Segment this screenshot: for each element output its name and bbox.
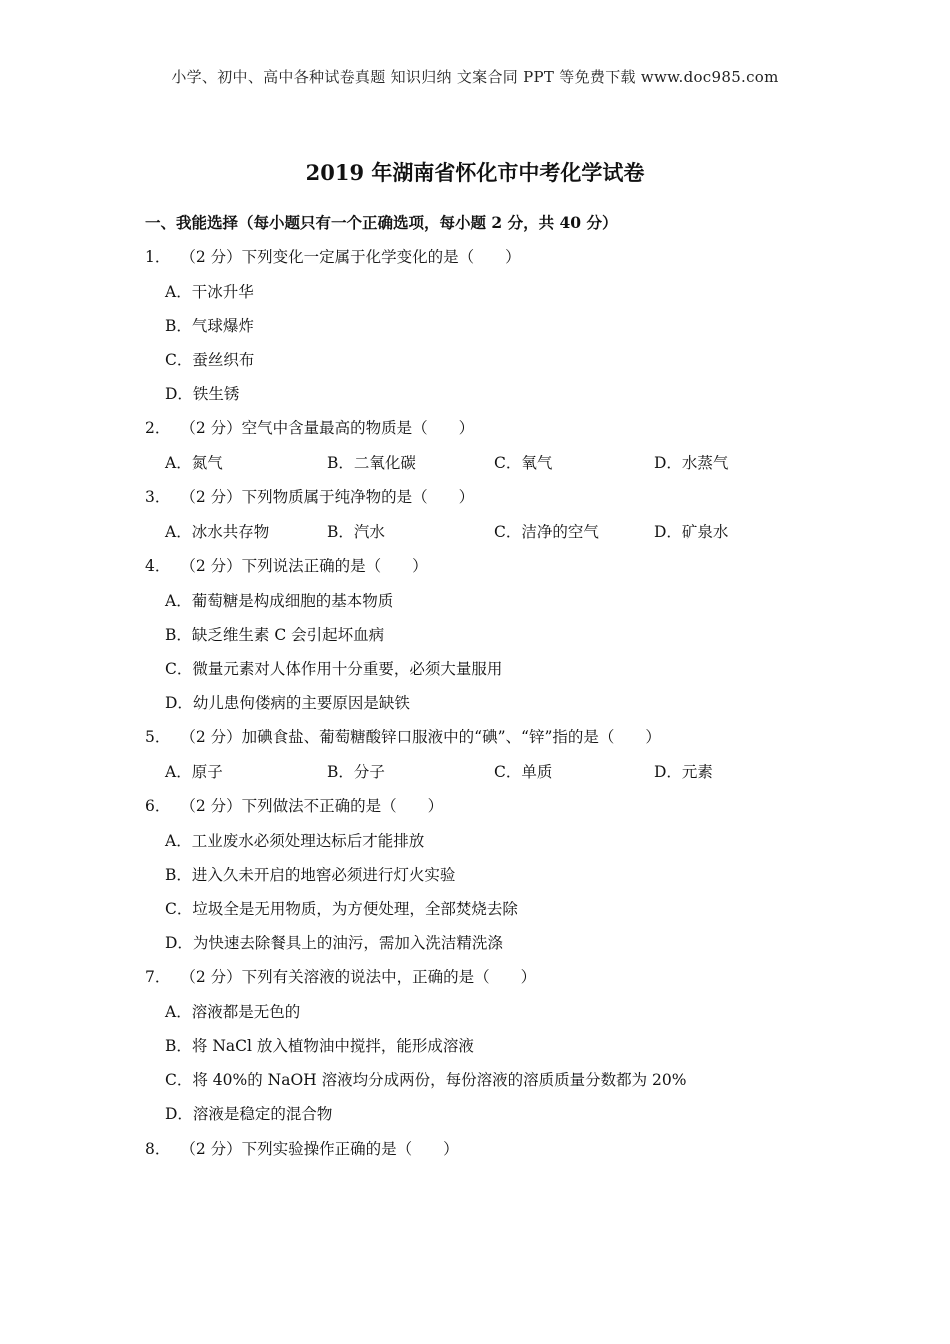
question-stem: 下列物质属于纯净物的是（ ） [241,488,475,506]
option-7d: D．溶液是稳定的混合物 [165,1105,333,1123]
option-6c: C．垃圾全是无用物质，为方便处理，全部焚烧去除 [165,900,518,918]
option-6a: A．工业废水必须处理达标后才能排放 [165,832,425,850]
question-5 [145,725,661,747]
question-2 [145,416,474,438]
option-5c: C．单质 [494,763,553,781]
option-3c: C．洁净的空气 [494,523,599,541]
question-points: （2 分） [180,797,242,815]
option-7a: A．溶液都是无色的 [165,1003,301,1021]
option-3d: D．矿泉水 [654,523,729,541]
option-5a: A．原子 [165,763,223,781]
option-1d: D．铁生锈 [165,385,240,403]
question-number: 1． [145,248,171,266]
option-7b: B．将 NaCl 放入植物油中搅拌，能形成溶液 [165,1037,474,1055]
question-7 [145,965,536,987]
question-stem: 加碘食盐、葡萄糖酸锌口服液中的“碘”、“锌”指的是（ ） [241,728,661,746]
question-stem: 下列做法不正确的是（ ） [241,797,444,815]
question-number: 8． [145,1140,171,1158]
question-number: 5． [145,728,171,746]
question-number: 3． [145,488,171,506]
question-points: （2 分） [180,488,242,506]
exam-title: 2019 年湖南省怀化市中考化学试卷 [305,160,645,185]
question-stem: 下列变化一定属于化学变化的是（ ） [241,248,521,266]
option-2c: C．氧气 [494,454,553,472]
question-number: 6． [145,797,171,815]
question-number: 2． [145,419,171,437]
question-stem: 下列实验操作正确的是（ ） [241,1140,459,1158]
option-4b: B．缺乏维生素 C 会引起坏血病 [165,626,385,644]
question-stem: 下列说法正确的是（ ） [241,557,428,575]
option-1c: C．蚕丝织布 [165,351,255,369]
option-5d: D．元素 [654,763,713,781]
question-4 [145,554,428,576]
option-2d: D．水蒸气 [654,454,729,472]
section-heading: 一、我能选择（每小题只有一个正确选项，每小题 2 分，共 40 分） [145,213,618,232]
option-5b: B．分子 [327,763,385,781]
option-2a: A．氮气 [165,454,223,472]
option-4a: A．葡萄糖是构成细胞的基本物质 [165,592,394,610]
question-points: （2 分） [180,248,242,266]
question-6 [145,794,443,816]
option-3a: A．冰水共存物 [165,523,270,541]
option-7c: C．将 40%的 NaOH 溶液均分成两份，每份溶液的溶质质量分数都为 20% [165,1071,687,1089]
question-8 [145,1137,459,1159]
question-stem: 下列有关溶液的说法中，正确的是（ ） [241,968,537,986]
page-header-banner: 小学、初中、高中各种试卷真题 知识归纳 文案合同 PPT 等免费下载 www.doc985.com [171,68,779,86]
option-1a: A．干冰升华 [165,283,254,301]
question-1 [145,245,521,267]
question-points: （2 分） [180,557,242,575]
question-points: （2 分） [180,968,242,986]
option-6b: B．进入久未开启的地窖必须进行灯火实验 [165,866,456,884]
option-1b: B．气球爆炸 [165,317,254,335]
question-points: （2 分） [180,1140,242,1158]
question-points: （2 分） [180,728,242,746]
question-number: 7． [145,968,171,986]
question-stem: 空气中含量最高的物质是（ ） [241,419,475,437]
option-6d: D．为快速去除餐具上的油污，需加入洗洁精洗涤 [165,934,503,952]
option-2b: B．二氧化碳 [327,454,416,472]
option-3b: B．汽水 [327,523,385,541]
option-4c: C．微量元素对人体作用十分重要，必须大量服用 [165,660,503,678]
question-number: 4． [145,557,171,575]
question-points: （2 分） [180,419,242,437]
question-3 [145,485,474,507]
option-4d: D．幼儿患佝偻病的主要原因是缺铁 [165,694,410,712]
